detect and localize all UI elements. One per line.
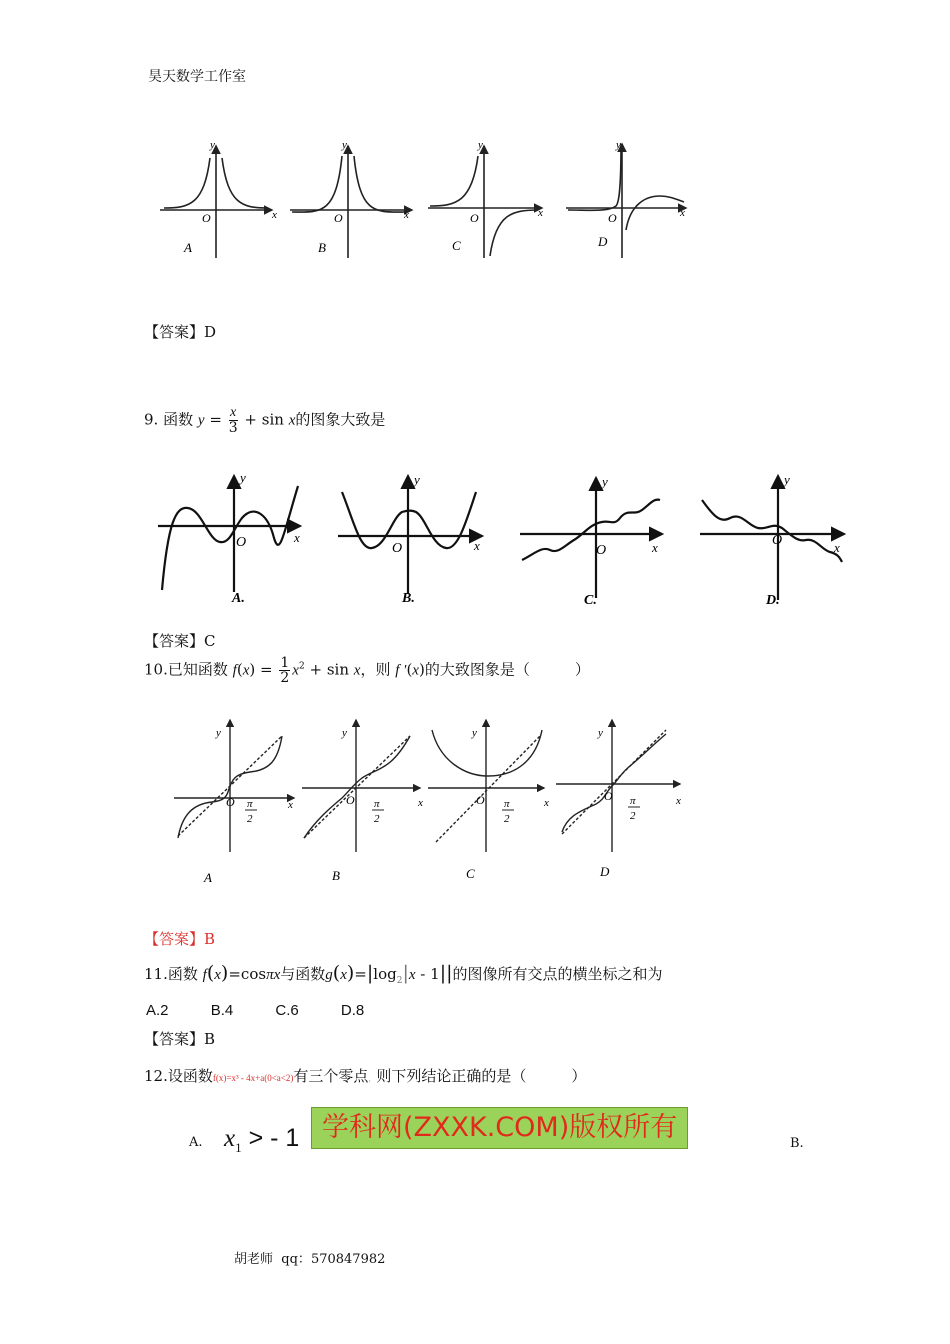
- q8-b-ylabel: y: [342, 139, 347, 151]
- q9-b-ylabel: y: [414, 472, 420, 487]
- header-studio: 昊天数学工作室: [148, 69, 246, 85]
- q8-answer: [144, 321, 216, 342]
- footer: [234, 1248, 385, 1267]
- q12-intro: 设函数: [167, 1067, 213, 1085]
- q8-label-d: D: [598, 234, 608, 249]
- q9-d-xlabel: x: [834, 540, 840, 555]
- q10-graphs: [170, 712, 710, 892]
- q11-x4: x: [408, 967, 416, 983]
- q10-c-two: 2: [504, 813, 510, 825]
- q8-graph-c: [428, 146, 542, 258]
- q11-choices: [146, 1002, 364, 1019]
- q9-frac-num: x: [230, 405, 237, 420]
- q11-answer: [144, 1028, 215, 1049]
- q10-answer: [144, 928, 215, 949]
- q9-question: [144, 406, 385, 435]
- q9-frac-den: 3: [228, 420, 238, 436]
- q11-x3: x: [340, 967, 347, 983]
- q9-b-origin: O: [392, 541, 403, 556]
- q11-mid: 与函数: [280, 965, 326, 983]
- q11-question: 11.函数 f(x)=cosπx与函数$g(x)=|\log_2|x - 1||$的图像所有交点的横坐标之和为: [144, 962, 663, 986]
- q11-log: log: [373, 965, 397, 983]
- q9-plus: +: [244, 410, 257, 429]
- q10-d-ylabel: y: [598, 727, 603, 739]
- q8-label-b: B: [318, 240, 326, 255]
- q8-answer-value: D: [204, 323, 217, 341]
- q10-x4: x: [412, 662, 419, 679]
- q12-dot: ，: [368, 1074, 377, 1083]
- q12-mid: 有三个零点: [293, 1067, 369, 1085]
- q9-graph-c: [520, 478, 662, 598]
- q10-graph-d: [556, 720, 680, 852]
- q8-graph-a: [160, 146, 272, 258]
- q9-answer-value: C: [204, 632, 216, 650]
- q8-a-origin: O: [202, 211, 211, 225]
- q9-c-xlabel: x: [652, 540, 658, 555]
- q9-c-ylabel: y: [602, 474, 608, 489]
- q10-a-ylabel: y: [216, 727, 221, 739]
- q12-option-a-label: A.: [189, 1135, 203, 1150]
- q11-choice-b: B.4: [210, 1002, 234, 1019]
- q9-tail: 的图象大致是: [295, 410, 386, 429]
- q10-sin: sin: [326, 660, 349, 679]
- q11-answer-prefix: 【答案】: [144, 1030, 205, 1048]
- q10-d-origin: O: [604, 789, 613, 803]
- q9-d-origin: O: [772, 533, 783, 548]
- q8-answer-prefix: 【答案】: [144, 323, 205, 341]
- q8-c-xlabel: x: [538, 207, 543, 219]
- q11-answer-value: B: [204, 1030, 216, 1048]
- q12-question: [144, 1065, 586, 1086]
- q9-graph-b: [338, 476, 482, 594]
- q10-x: x: [242, 662, 250, 679]
- q9-label-c: C.: [584, 593, 597, 608]
- q8-label-c: C: [452, 238, 461, 253]
- q10-answer-value: B: [204, 930, 216, 948]
- q10-fraction: [279, 656, 290, 685]
- q9-a-xlabel: x: [294, 530, 300, 545]
- q9-intro: 函数: [163, 410, 194, 429]
- q10-lp: (: [236, 660, 243, 679]
- q9-fraction: [229, 406, 238, 435]
- q11-tail: 的图像所有交点的横坐标之和为: [452, 965, 663, 983]
- q10-label-b: B: [332, 868, 340, 883]
- q8-graphs: [150, 138, 710, 263]
- q10-label-a: A: [204, 870, 212, 885]
- q10-d-two: 2: [630, 810, 636, 822]
- q11-number: 11.: [144, 965, 168, 983]
- q10-f: f: [232, 662, 237, 679]
- q10-d-pi: π: [630, 795, 636, 807]
- q10-number: 10.: [144, 660, 168, 679]
- q12-option-a-relation: > - 1: [248, 1124, 300, 1152]
- q12-inline-formula: f(x)=x³ - 4x+a(0<a<2): [212, 1073, 294, 1083]
- q11-choice-c: C.6: [275, 1002, 299, 1019]
- q10-eq: =: [260, 660, 273, 679]
- q9-label-a: A.: [232, 591, 245, 606]
- q8-graph-b: [290, 146, 412, 258]
- q11-minus: -: [420, 965, 426, 983]
- q10-plus: +: [309, 660, 323, 679]
- q8-d-origin: O: [608, 211, 617, 225]
- q12-number: 12.: [144, 1067, 168, 1085]
- q10-b-origin: O: [346, 793, 355, 807]
- q9-answer: [144, 630, 216, 651]
- q8-b-origin: O: [334, 211, 343, 225]
- q9-label-d: D.: [766, 593, 780, 608]
- q9-b-xlabel: x: [474, 538, 480, 553]
- q11-g: g: [325, 967, 333, 983]
- q10-fprime: f ′: [395, 662, 407, 679]
- q11-log-base: 2: [396, 976, 403, 986]
- q9-y: y: [197, 412, 205, 429]
- q10-a-origin: O: [226, 795, 235, 809]
- q11-eq2: =: [354, 965, 367, 983]
- q10-frac-num: 1: [280, 655, 290, 671]
- q9-number: 9.: [144, 410, 159, 429]
- q11-x: x: [214, 967, 221, 983]
- q10-a-xlabel: x: [288, 799, 293, 811]
- q10-square: 2: [298, 661, 305, 672]
- q12-tail: 则下列结论正确的是（ ）: [376, 1067, 587, 1085]
- q10-label-d: D: [600, 864, 610, 879]
- q10-rp: ): [249, 660, 256, 679]
- q10-x2: x: [292, 662, 299, 679]
- q10-frac-den: 2: [280, 670, 290, 686]
- q10-label-c: C: [466, 866, 475, 881]
- q9-sin: sin: [261, 410, 284, 429]
- q10-tail: 的大致图象是（ ）: [424, 660, 590, 679]
- q12-option-a: [224, 1124, 299, 1156]
- q10-a-two: 2: [247, 813, 253, 825]
- q11-one: 1: [430, 965, 440, 983]
- q9-a-origin: O: [236, 535, 247, 550]
- q10-intro: 已知函数: [167, 660, 228, 679]
- q9-graph-a: [158, 476, 300, 592]
- q11-cos: cos: [240, 965, 267, 983]
- q10-graph-b: [302, 720, 420, 852]
- q11-f: f: [202, 967, 207, 983]
- q8-c-ylabel: y: [478, 139, 483, 151]
- q11-choice-a: A.2: [146, 1002, 169, 1019]
- footer-qq: 570847982: [310, 1252, 386, 1267]
- q10-c-pi: π: [504, 798, 510, 810]
- q8-d-ylabel: y: [616, 139, 621, 151]
- q8-label-a: A: [184, 240, 192, 255]
- q9-a-ylabel: y: [240, 470, 246, 485]
- q10-a-pi: π: [247, 798, 253, 810]
- q8-b-xlabel: x: [404, 209, 409, 221]
- q11-eq: =: [228, 965, 241, 983]
- q9-graphs: [150, 462, 850, 612]
- q12-option-a-x: x: [224, 1125, 236, 1152]
- q12-option-a-sub: 1: [235, 1140, 242, 1155]
- q10-b-two: 2: [374, 813, 380, 825]
- q8-a-xlabel: x: [272, 209, 277, 221]
- q9-d-ylabel: y: [784, 472, 790, 487]
- q11-intro: 函数: [167, 965, 198, 983]
- q8-graph-d: [566, 144, 686, 258]
- q9-eq: =: [209, 410, 222, 429]
- q10-graph-a: [174, 720, 294, 852]
- q10-c-xlabel: x: [544, 797, 549, 809]
- q9-label-b: B.: [402, 591, 415, 606]
- q9-answer-prefix: 【答案】: [144, 632, 205, 650]
- q10-mid: ，则: [360, 660, 391, 679]
- q10-lp2: (: [406, 660, 413, 679]
- q10-x3: x: [353, 662, 361, 679]
- q11-pi: π: [266, 967, 274, 983]
- q11-choice-d: D.8: [340, 1002, 365, 1019]
- q10-rp2: ): [418, 660, 425, 679]
- q10-graph-c: [428, 720, 544, 852]
- q10-b-xlabel: x: [418, 797, 423, 809]
- q8-a-ylabel: y: [210, 139, 215, 151]
- q10-c-origin: O: [476, 793, 485, 807]
- q8-c-origin: O: [470, 211, 479, 225]
- q10-c-ylabel: y: [472, 727, 477, 739]
- q9-c-origin: O: [596, 543, 607, 558]
- footer-qq-label: qq：: [281, 1252, 311, 1267]
- q10-answer-prefix: 【答案】: [144, 930, 205, 948]
- q10-d-xlabel: x: [676, 795, 681, 807]
- q10-b-ylabel: y: [342, 727, 347, 739]
- q12-option-b-label: B.: [790, 1136, 804, 1151]
- footer-teacher: 胡老师: [234, 1252, 274, 1267]
- q10-question: [144, 656, 590, 685]
- q8-d-xlabel: x: [680, 207, 685, 219]
- watermark-banner: 学科网(ZXXK.COM)版权所有: [311, 1107, 688, 1149]
- q9-x: x: [288, 412, 296, 429]
- q11-x2: x: [273, 967, 281, 983]
- q10-b-pi: π: [374, 798, 380, 810]
